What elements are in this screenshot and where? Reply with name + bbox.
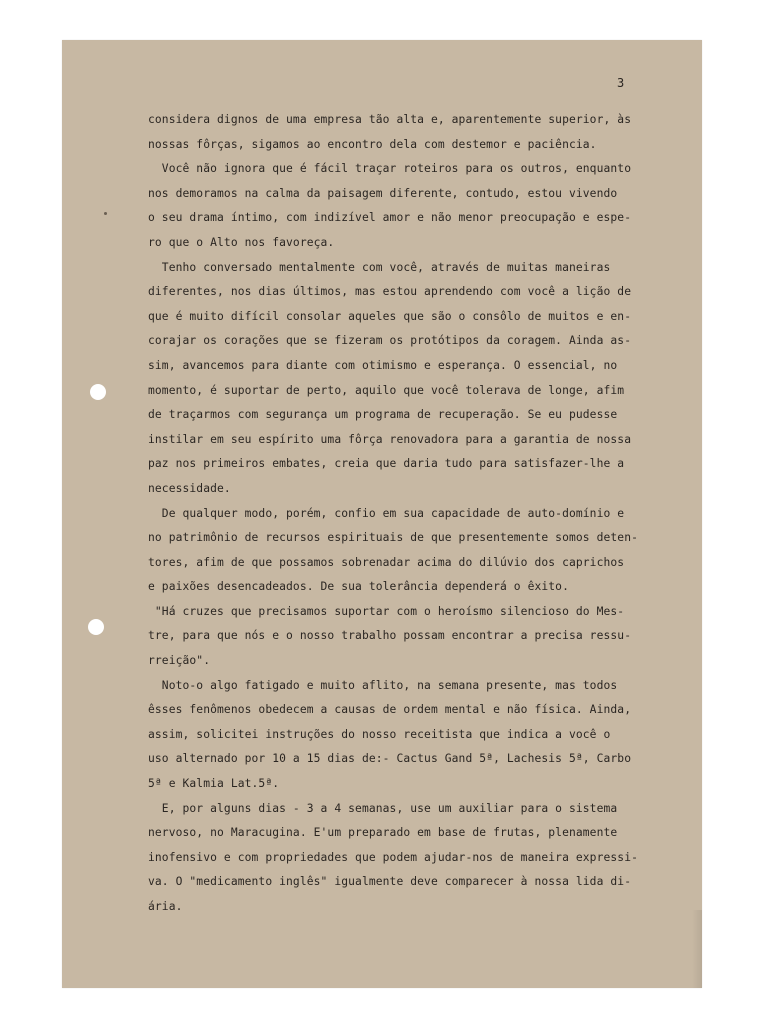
text-line: nervoso, no Maracugina. E'um preparado em base de frutas, plenamente [148,826,618,840]
text-line: va. O "medicamento inglês" igualmente deve comparecer à nossa lida di- [148,875,632,889]
paper-speck [104,212,107,215]
text-line: sim, avancemos para diante com otimismo e esperança. O essencial, no [148,358,618,372]
text-line: inofensivo e com propriedades que podem ajudar-nos de maneira expressi- [148,850,638,864]
text-line: êsses fenômenos obedecem a causas de ordem mental e não física. Ainda, [148,703,632,717]
text-line: "Há cruzes que precisamos suportar com o heroísmo silencioso do Mes- [148,604,625,618]
text-line: E, por alguns dias - 3 a 4 semanas, use um auxiliar para o sistema [148,801,618,815]
text-line: corajar os corações que se fizeram os protótipos da coragem. Ainda as- [148,334,632,348]
text-line: tre, para que nós e o nosso trabalho possam encontrar a precisa ressu- [148,629,632,643]
text-line: o seu drama íntimo, com indizível amor e não menor preocupação e espe- [148,211,632,225]
text-line: paz nos primeiros embates, creia que daria tudo para satisfazer-lhe a [148,457,625,471]
text-line: uso alternado por 10 a 15 dias de:- Cactus Gand 5ª, Lachesis 5ª, Carbo [148,752,632,766]
text-line: 5ª e Kalmia Lat.5ª. [148,777,280,791]
text-line: de traçarmos com segurança um programa de recuperação. Se eu pudesse [148,408,618,422]
typewritten-page [62,40,702,988]
text-line: ro que o Alto nos favoreça. [148,235,335,249]
text-line: Noto-o algo fatigado e muito aflito, na semana presente, mas todos [148,678,618,692]
letter-body [148,108,684,920]
page-number: 3 [617,76,625,90]
text-line: Tenho conversado mentalmente com você, através de muitas maneiras [148,260,611,274]
punch-hole [90,384,106,400]
text-line: instilar em seu espírito uma fôrça renovadora para a garantia de nossa [148,432,632,446]
text-line: necessidade. [148,481,231,495]
paper-crease [692,910,702,988]
text-line: ária. [148,900,183,913]
text-line: tores, afim de que possamos sobrenadar acima do dilúvio dos caprichos [148,555,625,569]
text-line: momento, é suportar de perto, aquilo que você tolerava de longe, afim [148,383,625,397]
punch-hole [88,619,104,635]
text-line: Você não ignora que é fácil traçar roteiros para os outros, enquanto [148,162,632,176]
text-line: e paixões desencadeados. De sua tolerância dependerá o êxito. [148,580,569,594]
text-line: rreição". [148,654,211,668]
text-line: De qualquer modo, porém, confio em sua capacidade de auto-domínio e [148,506,625,520]
text-line: que é muito difícil consolar aqueles que são o consôlo de muitos e en- [148,309,632,323]
text-line: assim, solicitei instruções do nosso receitista que indica a você o [148,727,611,741]
text-line: diferentes, nos dias últimos, mas estou aprendendo com você a lição de [148,285,632,299]
text-line: considera dignos de uma empresa tão alta e, aparentemente superior, às [148,113,632,126]
text-line: nos demoramos na calma da paisagem diferente, contudo, estou vivendo [148,186,618,200]
text-line: nossas fôrças, sigamos ao encontro dela com destemor e paciência. [148,137,597,151]
text-line: no patrimônio de recursos espirituais de que presentemente somos deten- [148,531,638,545]
